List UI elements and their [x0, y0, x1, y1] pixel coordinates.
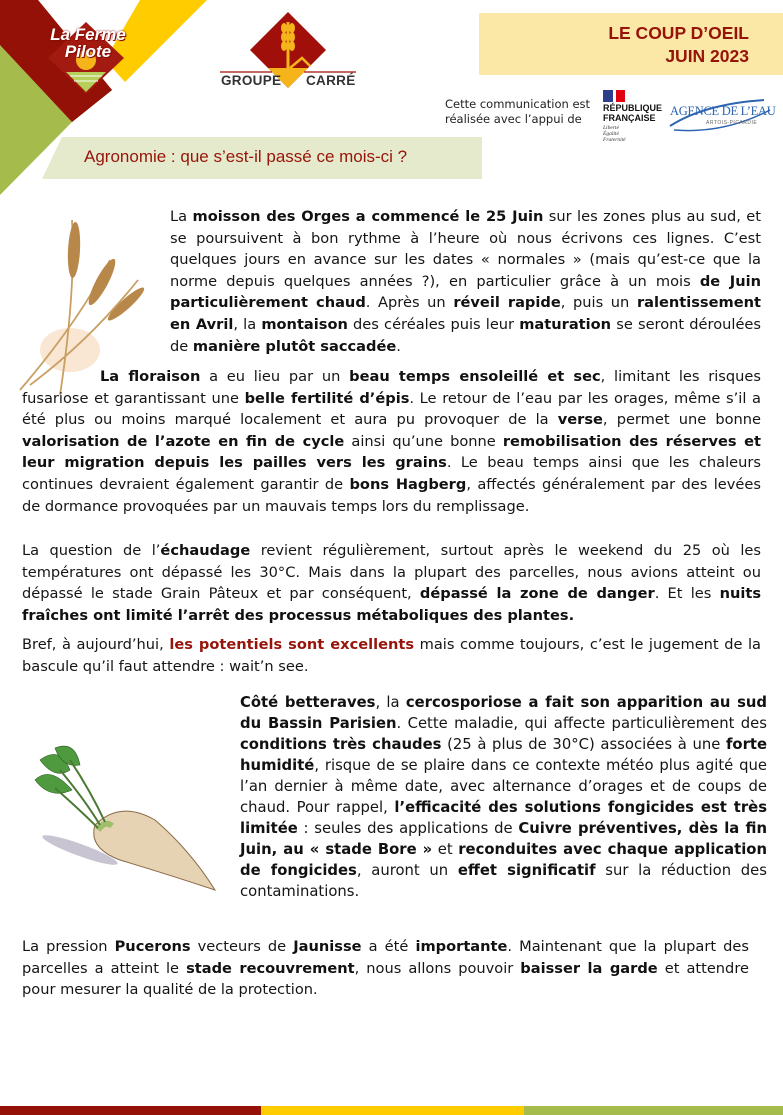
emphasis-text: échaudage	[160, 542, 251, 559]
footer-color-bar	[0, 1106, 783, 1115]
emphasis-text: forte humidité	[240, 736, 767, 774]
paragraph-pucerons: La pression Pucerons vecteurs de Jaunisse a été importante. Maintenant que la plupart des parcelles a atteint le stade recouvrement, nous allons pouvoir baisser la garde et attendre pour mesurer la qualité de la protection.	[22, 938, 750, 999]
emphasis-text: conditions très chaudes	[240, 736, 442, 753]
agence-de-leau-region: ARTOIS-PICARDIE	[706, 120, 758, 126]
rf-motto-3: Fraternité	[603, 137, 626, 143]
groupe-label: GROUPE	[221, 73, 282, 88]
emphasis-text: remobilisation des réserves et leur migration depuis les pailles vers les grains	[22, 432, 761, 472]
paragraph-orges-harvest: La moisson des Orges a commencé le 25 Juin sur les zones plus au sud, et se poursuivent à bon rythme à l’heure où nous écrivons ces lignes. C’est quelques jours en avance sur les dates « normales » (mais qu’est-ce que la norme depuis quelques années ?), en particulier grâce à un mois de Juin particulièrement chaud. Après un réveil rapide, puis un ralentissement en Avril, la montaison des céréales puis leur maturation se seront déroulées de manière plutôt saccadée.	[170, 208, 762, 355]
emphasis-text: montaison	[261, 315, 348, 333]
emphasis-text: maturation	[519, 315, 612, 333]
section-title: Agronomie : que s’est-il passé ce mois-ci ?	[84, 147, 408, 166]
carre-label: CARRÉ	[306, 73, 356, 88]
logo-line-2: Pilote	[64, 42, 112, 61]
emphasis-text: belle fertilité d’épis	[244, 389, 410, 407]
emphasis-text: verse	[557, 411, 603, 429]
emphasis-text: Côté betteraves	[240, 694, 376, 711]
republique-francaise-logo	[603, 90, 663, 146]
republique-motto	[603, 125, 626, 143]
emphasis-text: moisson des Orges a commencé le 25 Juin	[192, 208, 544, 225]
rf-line-1: RÉPUBLIQUE	[603, 103, 663, 113]
emphasis-text: baisser la garde	[520, 959, 658, 977]
paragraph-floraison: La floraison a eu lieu par un beau temps ensoleillé et sec, limitant les risques fusariose et garantissant une belle fertilité d’épis. Le retour de l’eau par les orages, même s’il a été plus ou moins marqué localement et aura pu provoquer de la verse, permet une bonne valorisation de l’azote en fin de cycle ainsi qu’une bonne remobilisation des réserves et leur migration depuis les pailles vers les grains. Le beau temps ainsi que les chaleurs continues devraient également garantir de bons Hagberg, affectés généralement par des levées de dormance provoquées par un mauvais temps lors du remplissage.	[22, 368, 762, 515]
rf-line-2: FRANÇAISE	[603, 113, 656, 123]
paragraph-potentiels: Bref, à aujourd’hui, les potentiels sont excellents mais comme toujours, c’est le jugement de la bascule qu’il faut attendre : wait’n see.	[22, 636, 761, 675]
footer-green-segment	[524, 1106, 783, 1115]
emphasis-text: nuits fraîches ont limité l’arrêt des processus métaboliques des plantes.	[22, 585, 762, 624]
emphasis-text: Pucerons	[114, 938, 191, 955]
emphasis-text: cercosporiose a fait son apparition au sud du Bassin Parisien	[240, 694, 767, 732]
emphasis-text: bons Hagberg	[349, 475, 467, 493]
emphasis-text: ralentissement en Avril	[170, 294, 761, 333]
french-flag-icon	[603, 90, 625, 102]
newsletter-date: JUIN 2023	[665, 46, 749, 66]
republique-name	[603, 103, 662, 123]
emphasis-text: Jaunisse	[293, 938, 362, 955]
footer-red-segment	[0, 1106, 261, 1115]
footer-yellow-segment	[261, 1106, 524, 1115]
emphasis-text: valorisation de l’azote en fin de cycle	[22, 432, 345, 450]
support-text: Cette communication est réalisée avec l’appui de	[445, 97, 591, 126]
highlight-text: les potentiels sont excellents	[169, 636, 415, 653]
emphasis-text: l’efficacité des solutions fongicides est très limitée	[240, 799, 767, 837]
la-ferme-pilote-logo-text	[48, 26, 128, 60]
emphasis-text: importante	[415, 938, 508, 955]
emphasis-text: de Juin particulièrement chaud	[170, 272, 761, 312]
rf-motto-2: Égalité	[603, 131, 619, 137]
paragraph-echaudage: La question de l’échaudage revient régulièrement, surtout après le weekend du 25 où les températures ont dépassé les 30°C. Mais dans la plupart des parcelles, nous avions atteint ou dépassé le stade Grain Pâteux et par conséquent, dépassé la zone de danger. Et les nuits fraîches ont limité l’arrêt des processus métaboliques des plantes.	[22, 542, 762, 624]
emphasis-text: effet significatif	[457, 862, 596, 879]
emphasis-text: dépassé la zone de danger	[419, 585, 655, 603]
rf-motto-1: Liberté	[603, 125, 619, 131]
emphasis-text: réveil rapide	[453, 294, 561, 312]
logo-line-1: La Ferme	[50, 25, 126, 44]
paragraph-betteraves: Côté betteraves, la cercosporiose a fait son apparition au sud du Bassin Parisien. Cette maladie, qui affecte particulièrement des conditions très chaudes (25 à plus de 30°C) associées à une forte humidité, risque de se plaire dans ce contexte météo plus agité que l’an dernier à même date, avec alternance d’orages et de coups de chaud. Pour rappel, l’efficacité des solutions fongicides est très limitée : seules des applications de Cuivre préventives, dès la fin Juin, au « stade Bore » et reconduites avec chaque application de fongicides, auront un effet significatif sur la réduction des contaminations.	[240, 694, 767, 900]
emphasis-text: La floraison	[100, 368, 201, 385]
agence-de-leau-name: AGENCE DE L’EAU	[670, 104, 776, 118]
newsletter-title: LE COUP D’OEIL	[608, 23, 749, 43]
emphasis-text: beau temps ensoleillé et sec	[349, 368, 601, 385]
newsletter-title-box	[479, 13, 783, 75]
emphasis-text: Cuivre préventives, dès la fin Juin, au « stade Bore »	[240, 820, 767, 858]
emphasis-text: manière plutôt saccadée	[192, 337, 397, 355]
emphasis-text: reconduites avec chaque application de fongicides	[240, 841, 767, 879]
emphasis-text: stade recouvrement	[186, 959, 355, 977]
sugar-beet-illustration	[0, 730, 225, 915]
